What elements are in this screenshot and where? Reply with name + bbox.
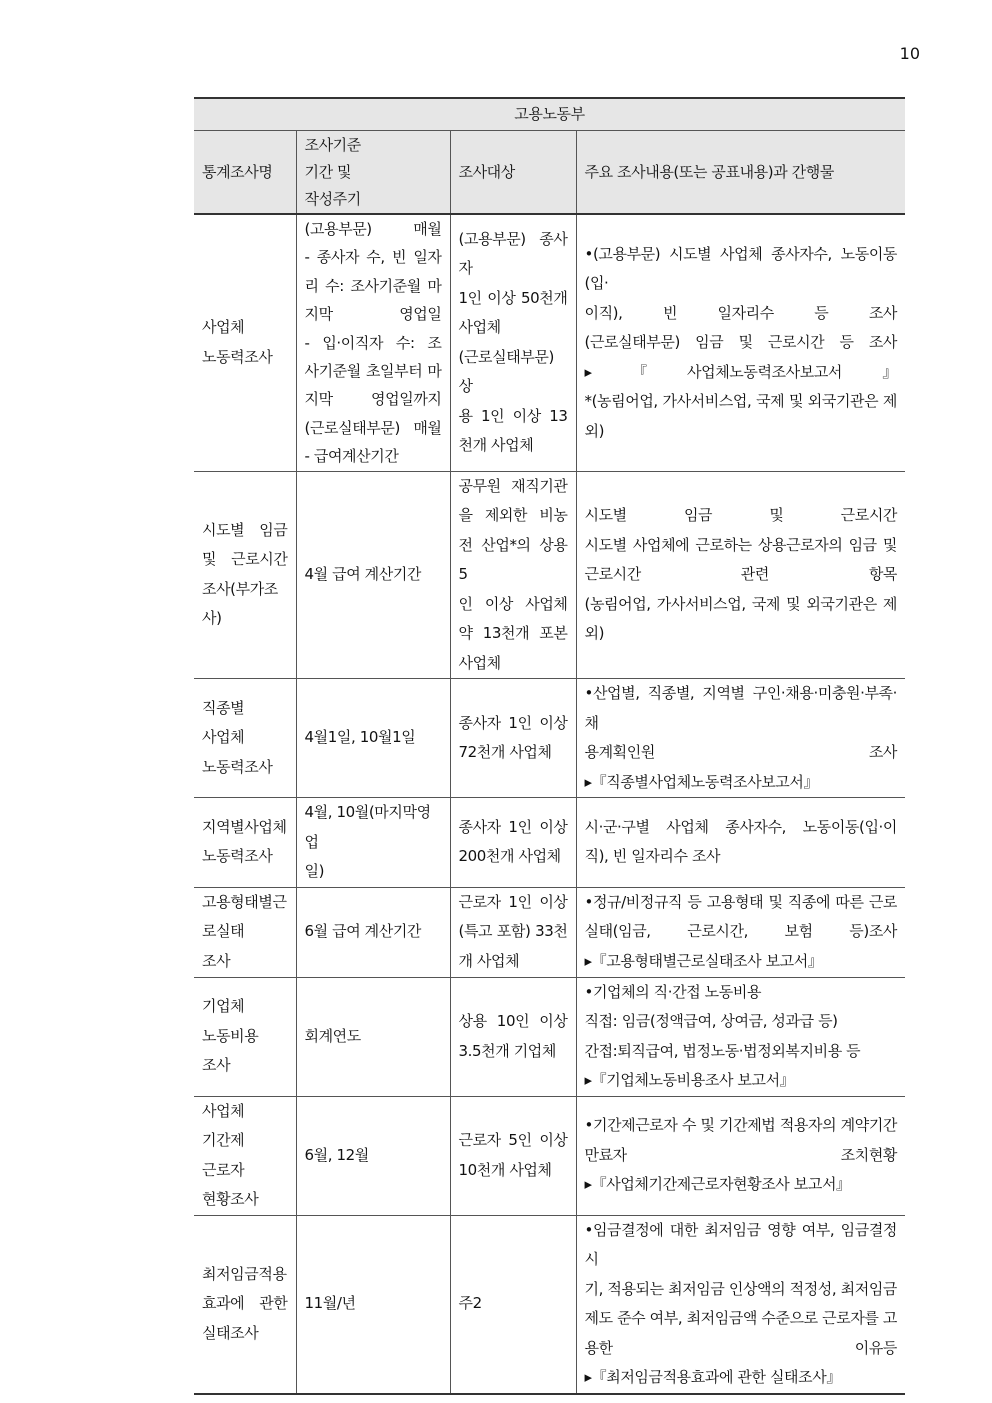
cell-line: ▸『사업체노동력조사보고서』 — [584, 362, 898, 381]
target-cell — [450, 214, 576, 471]
period-cell — [296, 977, 450, 1096]
period-cell — [296, 471, 450, 679]
cell-line: 개 사업체 — [458, 951, 520, 970]
cell-line: 종사자 1인 이상 — [458, 817, 568, 836]
target-cell — [450, 1215, 576, 1394]
cell-line: 사기준월 초일부터 마 — [304, 362, 442, 381]
target-cell — [450, 887, 576, 977]
table-row — [194, 471, 905, 679]
cell-line: 사업체 — [202, 728, 245, 747]
header-line: 통계조사명 — [202, 162, 273, 181]
survey-name-cell — [194, 471, 296, 679]
cell-line: 약 13천개 포본 — [458, 624, 568, 643]
content-header — [576, 131, 905, 215]
cell-line: 종사자 1인 이상 — [458, 713, 568, 732]
cell-line: 조사 — [202, 1056, 231, 1075]
cell-line: 72천개 사업체 — [458, 743, 552, 762]
cell-line: 직접: 임금(정액급여, 상여금, 성과급 등) — [584, 1012, 838, 1031]
content-cell — [576, 798, 905, 888]
cell-line: 최저임금적용 — [202, 1264, 287, 1283]
cell-line: 및 근로시간 — [202, 550, 288, 569]
target-cell — [450, 1096, 576, 1215]
cell-line: 기간제 — [202, 1131, 245, 1150]
header-line: 조사기준 — [304, 135, 361, 154]
survey-name-cell — [194, 887, 296, 977]
cell-line: ▸『직종별사업체노동력조사보고서』 — [584, 772, 819, 791]
period-header — [296, 131, 450, 215]
target-cell — [450, 798, 576, 888]
period-cell — [296, 1215, 450, 1394]
cell-line: 조사 — [202, 951, 231, 970]
cell-line: 을 제외한 비농 — [458, 506, 568, 525]
header-line: 주요 조사내용(또는 공표내용)과 간행물 — [584, 162, 834, 181]
target-cell — [450, 977, 576, 1096]
cell-line: 실태(임금, 근로시간, 보험 등)조사 — [584, 922, 898, 941]
cell-line: 리 수: 조사기준월 마 — [304, 276, 442, 295]
period-cell — [296, 679, 450, 798]
cell-line: 근로시간 관련 항목 — [584, 565, 898, 584]
cell-line: - 급여계산기간 — [304, 447, 399, 466]
cell-line: 지역별사업체 — [202, 817, 287, 836]
cell-line: 4월1일, 10월1일 — [304, 728, 416, 747]
cell-line: (근로실태부문) 매월 — [304, 418, 442, 437]
content-cell — [576, 471, 905, 679]
cell-line: 사업체 — [202, 1101, 245, 1120]
cell-line: 시도별 사업체에 근로하는 상용근로자의 임금 및 — [584, 535, 898, 554]
table-row — [194, 977, 905, 1096]
cell-line: 사) — [202, 609, 222, 628]
cell-line: 회계연도 — [304, 1026, 361, 1045]
org-header: 고용노동부 — [194, 98, 905, 131]
table-body — [194, 214, 905, 1394]
cell-line: 이직), 빈 일자리수 등 조사 — [584, 303, 898, 322]
cell-line: 일) — [304, 862, 325, 881]
cell-line: 6월 급여 계산기간 — [304, 922, 422, 941]
cell-line: 노동력조사 — [202, 757, 273, 776]
survey-name-cell — [194, 1096, 296, 1215]
cell-line: (농림어업, 가사서비스업, 국제 및 외국기관은 제 — [584, 594, 898, 613]
cell-line: 용한 이유등 — [584, 1338, 898, 1357]
cell-line: 사업체 — [458, 318, 501, 337]
cell-line: (특고 포함) 33천 — [458, 922, 568, 941]
content-cell — [576, 679, 905, 798]
cell-line: 1인 이상 50천개 — [458, 288, 568, 307]
cell-line: *(농림어업, 가사서비스업, 국제 및 외국기관은 제 — [584, 392, 898, 411]
cell-line: 실태조사 — [202, 1323, 259, 1342]
cell-line: 기업체 — [202, 997, 245, 1016]
cell-line: 외) — [584, 624, 605, 643]
cell-line: 근로자 5인 이상 — [458, 1131, 568, 1150]
cell-line: 4월, 10월(마지막영업 — [304, 803, 431, 851]
cell-line: 직종별 — [202, 698, 245, 717]
cell-line: 사업체 — [458, 653, 501, 672]
cell-line: 만료자 조치현황 — [584, 1145, 898, 1164]
cell-line: 공무원 재직기관 — [458, 476, 568, 495]
cell-line: 현황조사 — [202, 1190, 259, 1209]
content-cell — [576, 977, 905, 1096]
cell-line: 용계획인원 조사 — [584, 743, 898, 762]
cell-line: •산업별, 직종별, 지역별 구인·채용·미충원·부족·채 — [584, 684, 898, 732]
cell-line: 사업체 — [202, 318, 245, 337]
table-row — [194, 679, 905, 798]
cell-line: (고용부문) 매월 — [304, 220, 442, 238]
period-cell — [296, 214, 450, 471]
period-cell — [296, 798, 450, 888]
cell-line: 간접:퇴직급여, 법정노동·법정외복지비용 등 — [584, 1041, 861, 1060]
target-cell — [450, 679, 576, 798]
cell-line: 6월, 12월 — [304, 1145, 369, 1164]
target-header — [450, 131, 576, 215]
cell-line: •정규/비정규직 등 고용형태 및 직종에 따른 근로 — [584, 892, 898, 911]
table-row — [194, 798, 905, 888]
statistics-survey-table — [194, 97, 905, 1395]
period-cell — [296, 1096, 450, 1215]
cell-line: 고용형태별근 — [202, 892, 287, 911]
target-cell — [450, 471, 576, 679]
cell-line: 인 이상 사업체 — [458, 594, 568, 613]
cell-line: (근로실태부문) 상 — [458, 347, 554, 396]
cell-line: - 종사자 수, 빈 일자 — [304, 248, 442, 267]
table-row — [194, 887, 905, 977]
cell-line: 기, 적용되는 최저임금 인상액의 적정성, 최저임금 — [584, 1279, 898, 1298]
cell-line: 외) — [584, 421, 605, 440]
cell-line: 노동비용 — [202, 1026, 259, 1045]
survey-name-cell — [194, 214, 296, 471]
cell-line: 노동력조사 — [202, 347, 273, 366]
header-line: 기간 및 — [304, 162, 352, 181]
cell-line: 천개 사업체 — [458, 436, 534, 455]
cell-line: ▸『기업체노동비용조사 보고서』 — [584, 1071, 795, 1090]
survey-name-cell — [194, 798, 296, 888]
cell-line: 3.5천개 기업체 — [458, 1041, 556, 1060]
header-line: 조사대상 — [458, 162, 515, 181]
cell-line: 전 산업*의 상용5 — [458, 535, 568, 584]
cell-line: 용 1인 이상 13 — [458, 406, 568, 425]
cell-line: 시도별 임금 — [202, 520, 288, 539]
cell-line: 상용 10인 이상 — [458, 1012, 568, 1031]
cell-line: - 입·이직자 수: 조 — [304, 333, 442, 352]
cell-line: 11월/년 — [304, 1294, 356, 1313]
cell-line: 지막 영업일까지 — [304, 390, 442, 409]
cell-line: ▸『사업체기간제근로자현황조사 보고서』 — [584, 1175, 851, 1194]
survey-name-header — [194, 131, 296, 215]
survey-name-cell — [194, 1215, 296, 1394]
cell-line: •임금결정에 대한 최저임금 영향 여부, 임금결정시 — [584, 1220, 898, 1269]
header-line: 작성주기 — [304, 189, 361, 208]
period-cell — [296, 887, 450, 977]
cell-line: 10천개 사업체 — [458, 1160, 552, 1179]
column-header-row — [194, 131, 905, 215]
cell-line: 노동력조사 — [202, 847, 273, 866]
cell-line: 200천개 사업체 — [458, 847, 561, 866]
cell-line: •(고용부문) 시도별 사업체 종사자수, 노동이동(입· — [584, 244, 898, 293]
table-row — [194, 1096, 905, 1215]
cell-line: 조사(부가조 — [202, 579, 278, 598]
cell-line: 지막 영업일 — [304, 305, 442, 324]
cell-line: •기업체의 직·간접 노동비용 — [584, 982, 762, 1001]
table-row — [194, 1215, 905, 1394]
survey-name-cell — [194, 679, 296, 798]
cell-line: ▸『고용형태별근로실태조사 보고서』 — [584, 951, 823, 970]
cell-line: 시·군·구별 사업체 종사자수, 노동이동(입·이 — [584, 817, 898, 836]
cell-line: 4월 급여 계산기간 — [304, 565, 422, 584]
cell-line: 직), 빈 일자리수 조사 — [584, 847, 721, 866]
content-cell — [576, 214, 905, 471]
cell-line: 시도별 임금 및 근로시간 — [584, 506, 898, 525]
content-cell — [576, 1215, 905, 1394]
content-cell — [576, 887, 905, 977]
cell-line: 제도 준수 여부, 최저임금액 수준으로 근로자를 고 — [584, 1309, 898, 1328]
cell-line: (근로실태부문) 임금 및 근로시간 등 조사 — [584, 333, 898, 352]
cell-line: •기간제근로자 수 및 기간제법 적용자의 계약기간 — [584, 1116, 898, 1135]
cell-line: 로실태 — [202, 922, 245, 941]
cell-line: 근로자 1인 이상 — [458, 892, 568, 911]
cell-line: ▸『최저임금적용효과에 관한 실태조사』 — [584, 1368, 841, 1387]
table-row — [194, 214, 905, 471]
cell-line: 주2 — [458, 1294, 482, 1313]
cell-line: 근로자 — [202, 1160, 245, 1179]
cell-line: (고용부문) 종사자 — [458, 229, 568, 278]
cell-line: 효과에 관한 — [202, 1294, 288, 1313]
content-cell — [576, 1096, 905, 1215]
survey-name-cell — [194, 977, 296, 1096]
page-number: 10 — [899, 44, 920, 63]
